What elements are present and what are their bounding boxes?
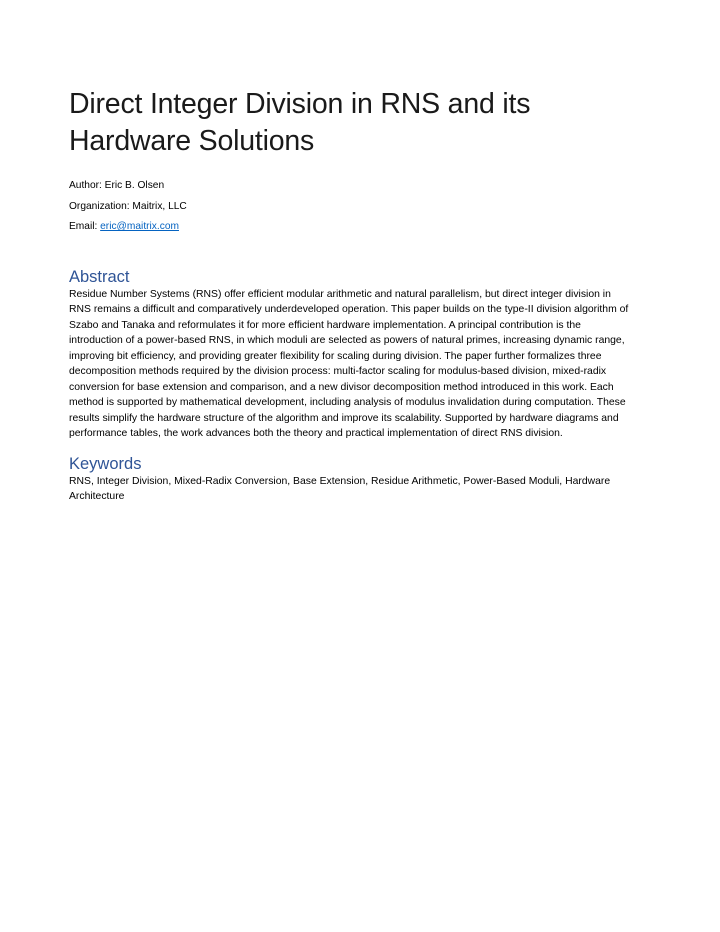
keywords-text: RNS, Integer Division, Mixed-Radix Conversion, Base Extension, Residue Arithmetic, Power-Based Moduli, Hardware Architecture bbox=[69, 475, 611, 502]
paper-title-line-2: Hardware Solutions bbox=[69, 125, 315, 157]
organization-line: Organization: Maitrix, LLC bbox=[69, 200, 187, 212]
email-line bbox=[69, 217, 635, 238]
paper-title bbox=[69, 86, 635, 160]
author-line: Author: Eric B. Olsen bbox=[69, 180, 165, 191]
keywords-heading: Keywords bbox=[69, 454, 142, 473]
paper-title-line-1: Direct Integer Division in RNS and its bbox=[69, 88, 531, 120]
email-label: Email: bbox=[69, 221, 101, 232]
email-link[interactable]: eric@maitrix.com bbox=[100, 221, 179, 232]
abstract-text: Residue Number Systems (RNS) offer efficient modular arithmetic and natural parallelism, but direct integer division in RNS remains a difficult and comparatively underdeveloped operation. This paper builds on the type-II division algorithm of Szabo and Tanaka and reformulates it for more efficient hardware implementation. A principal contribution is the introduction of a power-based RNS, in which moduli are selected as powers of natural primes, increasing dynamic range, improving bit efficiency, and providing greater flexibility for scaling during division. The paper further formalizes three decomposition methods required by the division process: multi-factor scaling for modulus-based division, mixed-radix conversion for base extension and comparison, and a new divisor decomposition method introduced in this work. Each method is supported by mathematical development, including analysis of modulus invalidation during computation. These results simplify the hardware structure of the algorithm and improve its scalability. Supported by hardware diagrams and performance tables, the work advances both the theory and practical implementation of direct RNS division. bbox=[69, 288, 629, 439]
author-block bbox=[69, 176, 635, 238]
paper-page bbox=[69, 86, 635, 505]
abstract-heading: Abstract bbox=[69, 267, 130, 286]
